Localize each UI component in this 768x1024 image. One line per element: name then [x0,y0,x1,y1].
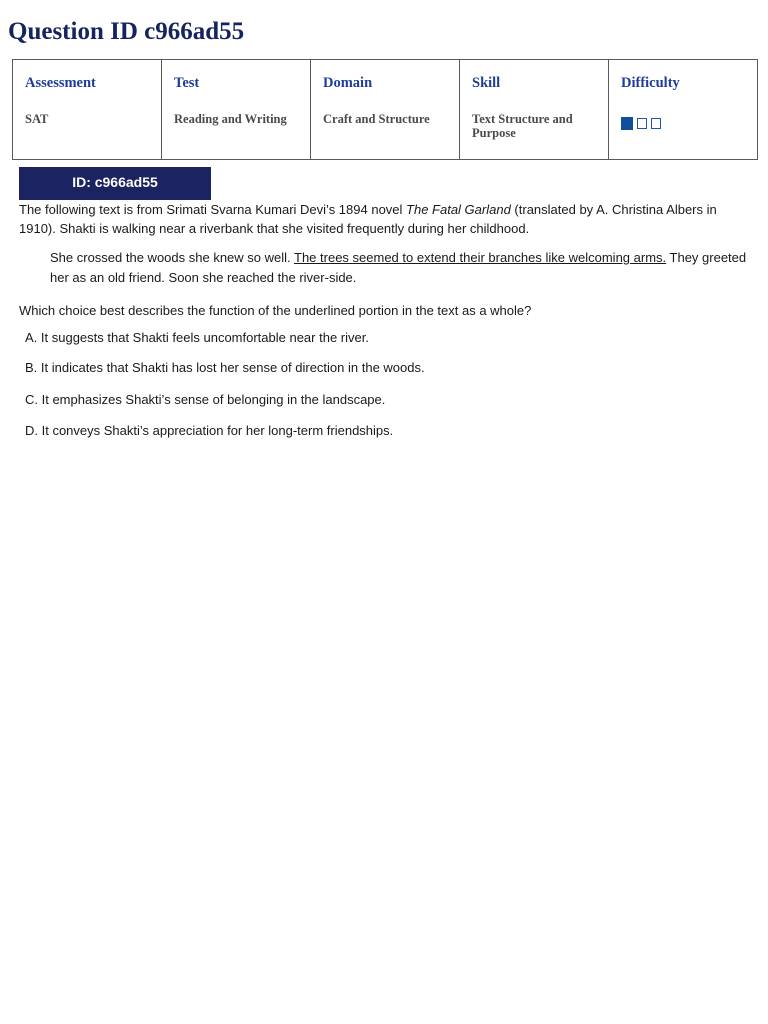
difficulty-box-empty [637,118,647,129]
intro-text-after: (translated by A. Christina Albers in 1910). Shakti is walking near a riverbank that she visited frequently during her childhood. [19,202,717,236]
assessment-header: Assessment [25,75,96,91]
domain-cell [311,60,460,160]
difficulty-meter [621,118,745,130]
novel-title: The Fatal Garland [406,202,511,217]
difficulty-cell [609,60,758,160]
passage-intro [19,200,755,238]
passage-text-before: She crossed the woods she knew so well. [50,250,295,265]
test-cell [162,60,311,160]
test-header: Test [174,75,200,91]
passage-text-after: They greeted her as an old friend. Soon she reached the river-side. [50,250,747,285]
domain-value: Craft and Structure [323,112,430,126]
assessment-value: SAT [25,112,49,126]
test-value: Reading and Writing [174,112,287,126]
question-stem: Which choice best describes the function of the underlined portion in the text as a whole? [19,303,532,318]
answer-choice-d[interactable]: D. It conveys Shakti’s appreciation for her long-term friendships. [25,423,394,438]
question-metadata-table [12,59,758,160]
passage-excerpt [50,248,756,288]
answer-choice-b[interactable]: B. It indicates that Shakti has lost her sense of direction in the woods. [25,360,425,375]
answer-choice-a[interactable]: A. It suggests that Shakti feels uncomfortable near the river. [25,330,369,345]
skill-value: Text Structure and Purpose [472,112,573,140]
intro-text-before: The following text is from Srimati Svarna Kumari Devi’s 1894 novel [19,202,407,217]
question-id-banner: ID: c966ad55 [19,167,211,200]
underlined-portion: The trees seemed to extend their branches like welcoming arms. [294,250,667,265]
difficulty-header: Difficulty [621,75,680,91]
difficulty-box-empty [651,118,661,129]
difficulty-box-filled [621,117,633,130]
domain-header: Domain [323,75,373,91]
page-title: Question ID c966ad55 [8,18,245,45]
assessment-cell [13,60,162,160]
skill-header: Skill [472,75,501,91]
answer-choice-c[interactable]: C. It emphasizes Shakti’s sense of belonging in the landscape. [25,392,386,407]
skill-cell [460,60,609,160]
